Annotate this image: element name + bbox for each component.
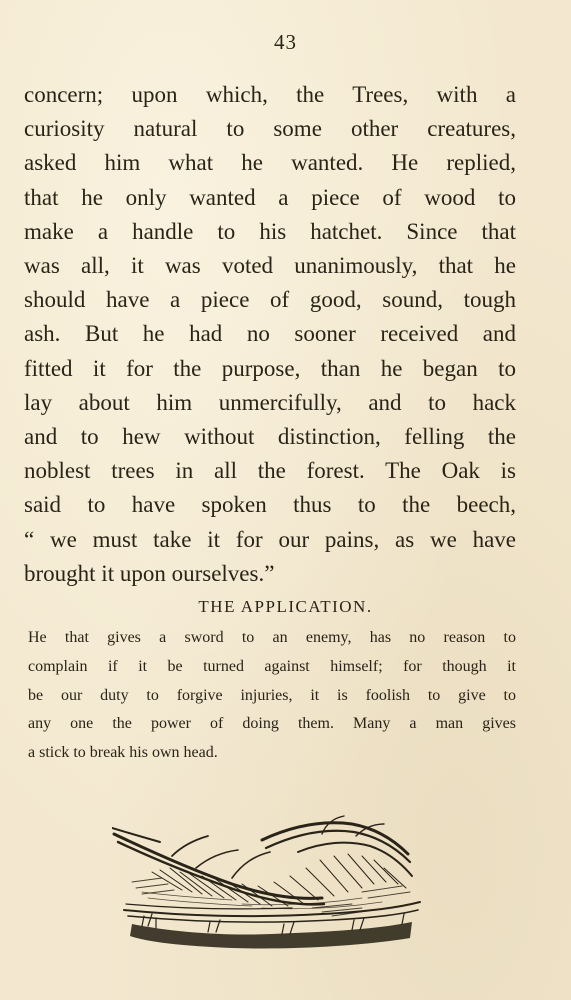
fable-line: asked him what he wanted. He replied, — [24, 150, 516, 176]
application-text — [28, 624, 516, 768]
fable-line: “ we must take it for our pains, as we have — [24, 526, 516, 552]
fable-line: was all, it was voted unanimously, that he — [24, 253, 516, 279]
fable-line: should have a piece of good, sound, tough — [24, 287, 516, 313]
fable-line: that he only wanted a piece of wood to — [24, 184, 516, 210]
application-line: a stick to break his own head. — [28, 744, 218, 762]
fable-line: make a handle to his hatchet. Since that — [24, 218, 516, 244]
fable-line: concern; upon which, the Trees, with a — [24, 82, 516, 107]
application-heading: THE APPLICATION. — [198, 597, 373, 616]
fable-line: noblest trees in all the forest. The Oak is — [24, 458, 516, 484]
application-line: complain if it be turned against himself; for though it — [28, 657, 516, 675]
page-number: 43 — [274, 30, 297, 54]
fable-text — [24, 78, 516, 591]
application-line: be our duty to forgive injuries, it is foolish to give to — [28, 686, 516, 704]
fable-line: lay about him unmercifully, and to hack — [24, 389, 516, 415]
application-line: any one the power of doing them. Many a man gives — [28, 715, 516, 733]
application-line: He that gives a sword to an enemy, has no reason to — [28, 629, 516, 646]
woodcut-illustration — [112, 812, 430, 952]
fable-line: ash. But he had no sooner received and — [24, 321, 516, 347]
fable-line: and to hew without distinction, felling the — [24, 424, 516, 450]
fable-line: fitted it for the purpose, than he began to — [24, 355, 516, 381]
fable-line: said to have spoken thus to the beech, — [24, 492, 516, 518]
fable-line: brought it upon ourselves.” — [24, 560, 275, 586]
fable-line: curiosity natural to some other creatures, — [24, 116, 516, 142]
